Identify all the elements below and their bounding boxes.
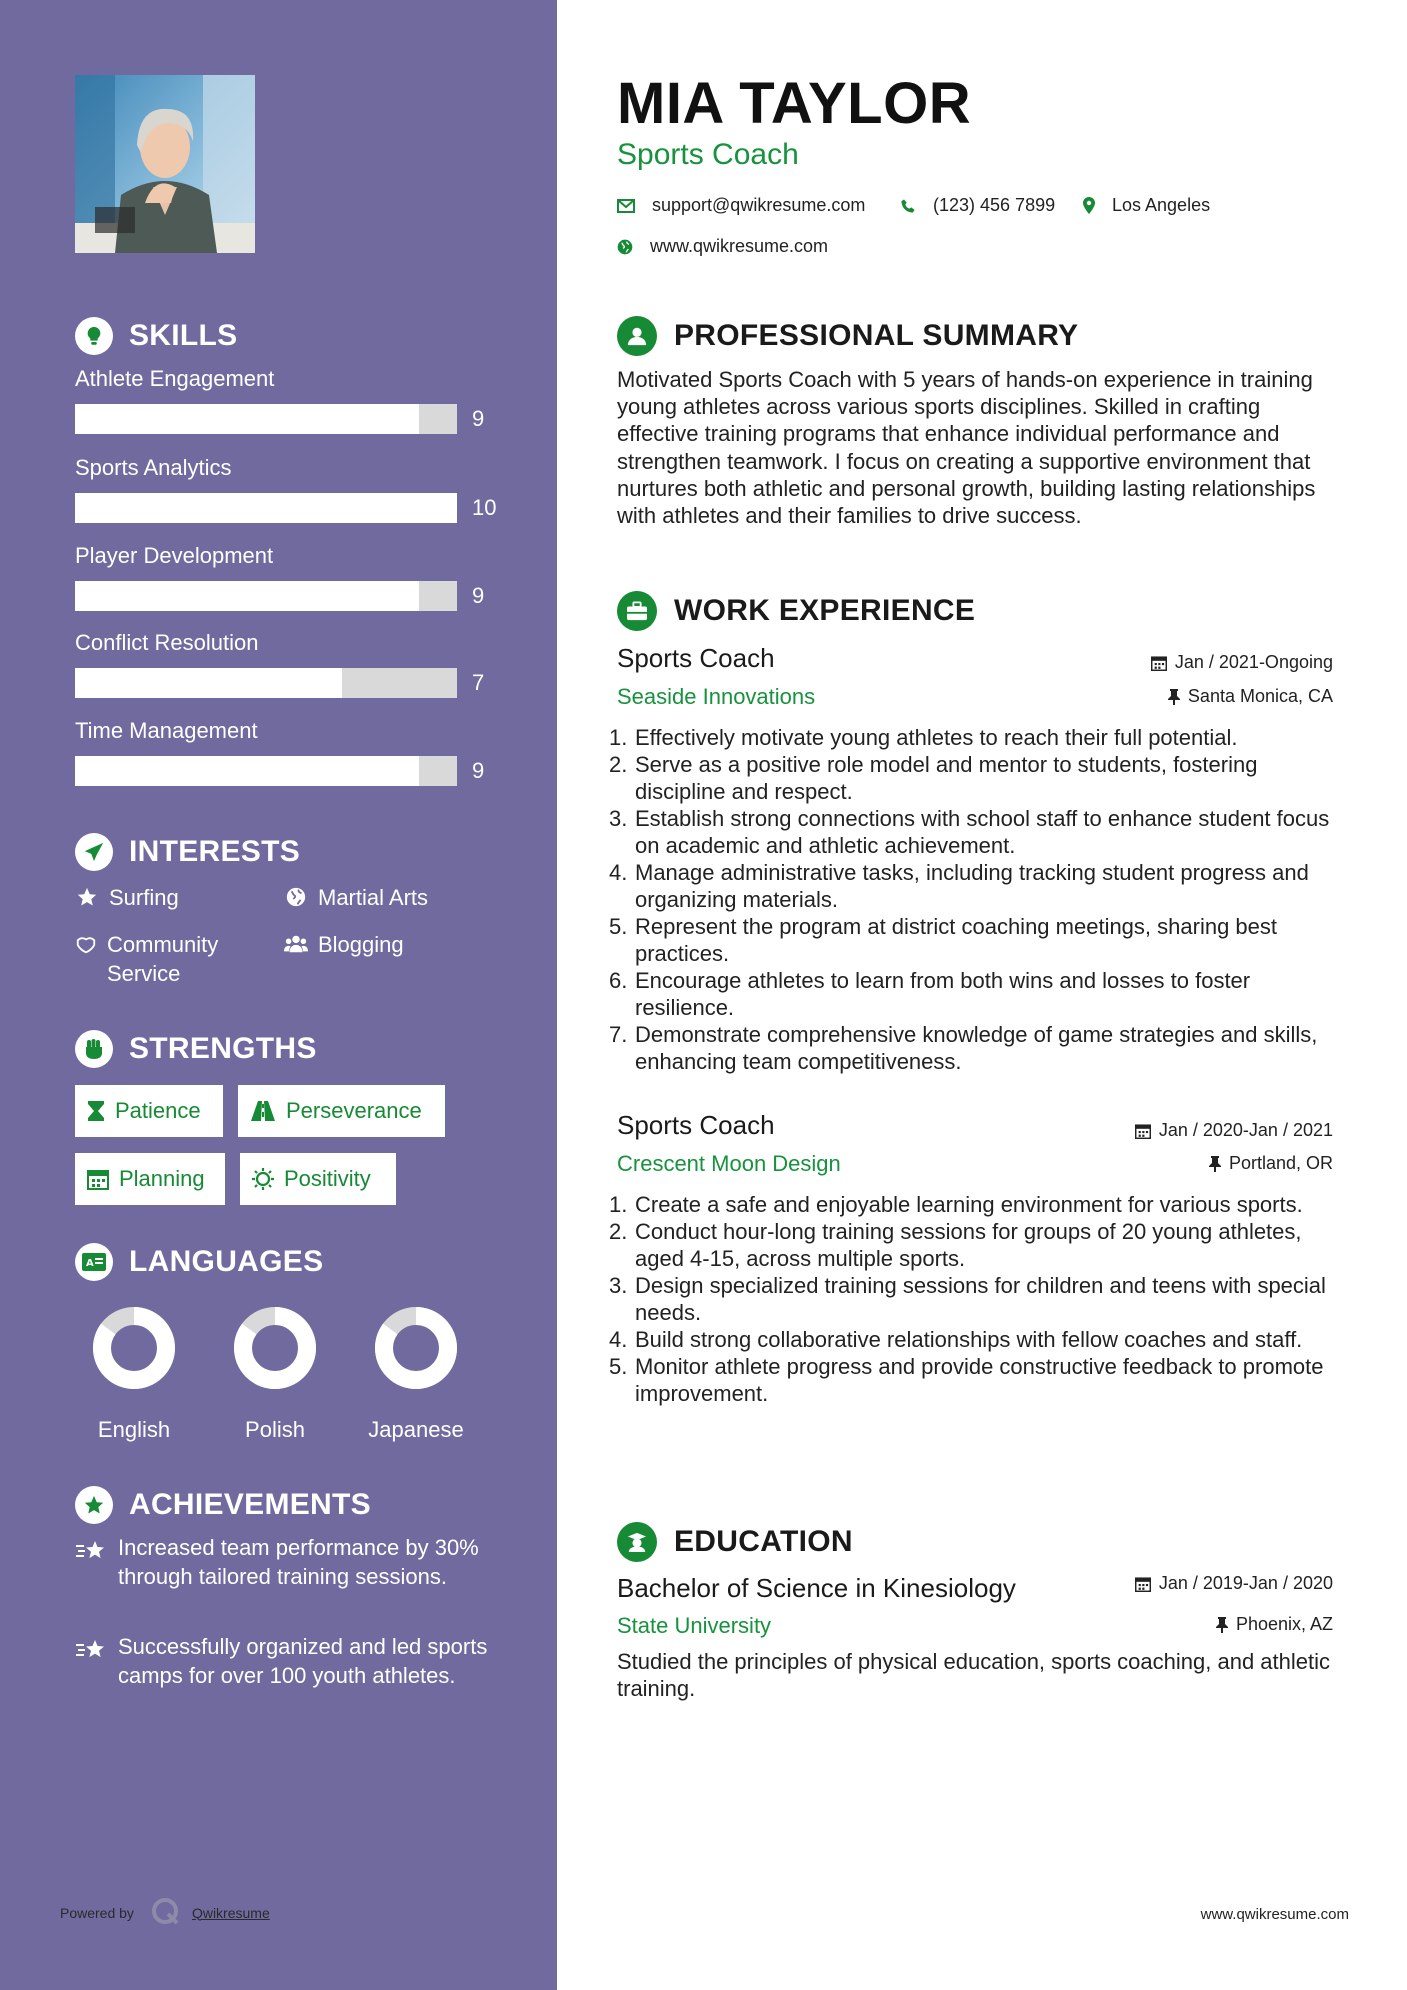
language-name: Polish [245, 1417, 305, 1442]
language-name: English [97, 1417, 171, 1442]
strengths-header [75, 1029, 317, 1069]
job-duties [609, 1191, 1349, 1407]
skill-value: 9 [472, 406, 485, 431]
globe-icon [284, 883, 308, 908]
education-title: EDUCATION [674, 1525, 853, 1558]
job-location [1168, 686, 1333, 707]
calendar-icon [1135, 1576, 1151, 1592]
strengths-title: STRENGTHS [129, 1032, 317, 1065]
strength-label: Positivity [284, 1166, 371, 1191]
svg-text:A: A [86, 1258, 94, 1269]
paper-plane-icon [75, 833, 113, 871]
job-location-text: Portland, OR [1228, 1153, 1333, 1173]
skill-name: Sports Analytics [75, 455, 232, 480]
skills-header [75, 316, 237, 356]
summary-text: Motivated Sports Coach with 5 years of hands-on experience in training young athletes across various sports disciplines. Skilled in crafting effective training programs that enhance individual performance and strengthen teamwork. I focus on creating a supportive environment that nurtures both athletic and personal growth, building lasting relationships with athletes and their families to drive success. [617, 367, 1316, 529]
envelope-icon [617, 199, 635, 213]
star-icon [75, 883, 99, 908]
phone-text: (123) 456 7899 [933, 195, 1056, 215]
language-donut [91, 1305, 177, 1391]
list-item: 1. Create a safe and enjoyable learning environment for various sports. [609, 1192, 1303, 1217]
skill-item [75, 630, 495, 695]
qwikresume-link[interactable]: Qwikresume [191, 1904, 270, 1921]
list-item: 5. Monitor athlete progress and provide constructive feedback to promote improvement. [609, 1354, 1324, 1406]
skill-bar-fill [75, 493, 457, 523]
achievement-text: Increased team performance by 30% through tailored training sessions. [118, 1535, 479, 1589]
user-icon [617, 316, 657, 356]
strength-label: Perseverance [286, 1098, 422, 1123]
list-item: 7. Demonstrate comprehensive knowledge of game strategies and skills, enhancing team competitiveness. [609, 1022, 1318, 1074]
interests-title: INTERESTS [129, 835, 301, 868]
location-text: Los Angeles [1112, 195, 1211, 215]
strength-label: Planning [119, 1166, 205, 1191]
interest-item [75, 883, 179, 912]
interest-item [284, 930, 404, 959]
fist-icon [75, 1030, 113, 1068]
list-item: 2. Serve as a positive role model and mentor to students, fostering discipline and respect. [609, 752, 1258, 804]
powered-by-label: Powered by [60, 1904, 134, 1921]
qwikresume-logo-icon [150, 1896, 180, 1929]
language-donut [373, 1305, 459, 1391]
job-company: Crescent Moon Design [617, 1151, 841, 1176]
achievement-item [75, 1633, 495, 1690]
lightbulb-icon [75, 317, 113, 355]
skill-bar [75, 493, 457, 523]
interests-header [75, 832, 300, 872]
job-title: Sports Coach [617, 1110, 775, 1140]
interest-item [75, 930, 255, 988]
list-item: 4. Build strong collaborative relationships with fellow coaches and staff. [609, 1327, 1303, 1352]
job-dates [1135, 1120, 1333, 1141]
language-name: Japanese [368, 1417, 464, 1442]
skill-bar-fill [75, 404, 419, 434]
website-text[interactable]: www.qwikresume.com [650, 236, 829, 256]
language-item [346, 1305, 486, 1443]
list-item: 1. Effectively motivate young athletes to reach their full potential. [609, 725, 1238, 750]
globe-icon [617, 239, 633, 255]
award-icon [75, 1486, 113, 1524]
language-item [205, 1305, 345, 1443]
achievements-header [75, 1485, 371, 1525]
powered-by [60, 1896, 270, 1929]
hourglass-icon [87, 1100, 105, 1122]
experience-title: WORK EXPERIENCE [674, 594, 976, 627]
skill-bar [75, 404, 457, 434]
interest-label: Martial Arts [318, 885, 429, 910]
pushpin-icon [1168, 689, 1180, 705]
education-header [617, 1522, 853, 1562]
achievement-text: Successfully organized and led sports camps for over 100 youth athletes. [118, 1634, 488, 1688]
phone-icon [900, 198, 916, 214]
calendar-icon [1135, 1123, 1151, 1139]
skill-bar-fill [75, 756, 419, 786]
job-location-text: Santa Monica, CA [1187, 686, 1333, 706]
email-text[interactable]: support@qwikresume.com [652, 195, 866, 215]
skill-bar-fill [75, 581, 419, 611]
skill-value: 7 [472, 670, 485, 695]
strength-badge [75, 1153, 225, 1205]
list-item: 6. Encourage athletes to learn from both wins and losses to foster resilience. [609, 968, 1251, 1020]
skill-value: 9 [472, 758, 485, 783]
language-item [64, 1305, 204, 1443]
strength-badge [240, 1153, 396, 1205]
interest-label: Community Service [107, 932, 219, 986]
skill-item [75, 455, 497, 520]
hand-icon [75, 930, 97, 955]
skill-value: 9 [472, 583, 485, 608]
interest-label: Blogging [318, 932, 404, 957]
list-item: 3. Establish strong connections with school staff to enhance student focus on academic and athletic achievement. [609, 806, 1330, 858]
language-icon [75, 1243, 113, 1281]
skill-item [75, 718, 495, 783]
contact-website [617, 236, 828, 257]
candidate-name: MIA TAYLOR [617, 71, 972, 136]
language-donut [232, 1305, 318, 1391]
strength-label: Patience [115, 1098, 201, 1123]
skill-bar-fill [75, 668, 342, 698]
calendar-icon [87, 1168, 109, 1190]
achievement-item [75, 1534, 495, 1591]
job-company: Seaside Innovations [617, 684, 816, 709]
languages-header [75, 1242, 323, 1282]
shooting-star-icon [75, 1633, 107, 1668]
candidate-role: Sports Coach [617, 138, 799, 171]
contact-email [617, 195, 865, 216]
job-dates-text: Jan / 2021-Ongoing [1174, 652, 1333, 672]
pushpin-icon [1216, 1617, 1228, 1633]
profile-photo [75, 75, 255, 253]
job-duties [609, 724, 1349, 1075]
summary-title: PROFESSIONAL SUMMARY [674, 319, 1079, 352]
skill-bar [75, 756, 457, 786]
road-icon [250, 1101, 276, 1121]
skill-name: Time Management [75, 718, 258, 743]
skill-name: Conflict Resolution [75, 630, 259, 655]
job-dates-text: Jan / 2020-Jan / 2021 [1158, 1120, 1333, 1140]
achievements-title: ACHIEVEMENTS [129, 1488, 371, 1521]
experience-header [617, 591, 975, 631]
skill-value: 10 [472, 495, 497, 520]
languages-title: LANGUAGES [129, 1245, 324, 1278]
interest-label: Surfing [109, 885, 179, 910]
contact-location [1083, 195, 1210, 216]
sidebar [0, 0, 557, 1990]
education-dates [1135, 1573, 1333, 1594]
calendar-icon [1151, 655, 1167, 671]
strength-badge [238, 1085, 445, 1137]
list-item: 2. Conduct hour-long training sessions for groups of 20 young athletes, aged 4-15, across multiple sports. [609, 1219, 1302, 1271]
job-title: Sports Coach [617, 643, 775, 673]
education-dates-text: Jan / 2019-Jan / 2020 [1158, 1573, 1333, 1593]
skill-bar [75, 581, 457, 611]
list-item: 4. Manage administrative tasks, including tracking student progress and organizing materials. [609, 860, 1309, 912]
skill-item [75, 366, 495, 431]
skills-title: SKILLS [129, 319, 238, 352]
contact-phone [900, 195, 1055, 216]
briefcase-icon [617, 591, 657, 631]
users-icon [284, 930, 308, 955]
skill-item [75, 543, 495, 608]
skill-name: Player Development [75, 543, 274, 568]
list-item: 5. Represent the program at district coaching meetings, sharing best practices. [609, 914, 1277, 966]
interest-item [284, 883, 428, 912]
sun-icon [252, 1168, 274, 1190]
education-location-text: Phoenix, AZ [1235, 1614, 1333, 1634]
job-dates [1151, 652, 1333, 673]
skill-bar [75, 668, 457, 698]
footer-website[interactable]: www.qwikresume.com [1200, 1906, 1349, 1923]
graduation-icon [617, 1522, 657, 1562]
education-description: Studied the principles of physical education, sports coaching, and athletic training. [617, 1649, 1330, 1701]
skill-name: Athlete Engagement [75, 366, 275, 391]
shooting-star-icon [75, 1534, 107, 1569]
summary-header [617, 316, 1078, 356]
list-item: 3. Design specialized training sessions for children and teens with special needs. [609, 1273, 1326, 1325]
strength-badge [75, 1085, 223, 1137]
education-school: State University [617, 1613, 772, 1638]
map-pin-icon [1083, 197, 1095, 214]
education-location [1216, 1614, 1333, 1635]
job-location [1209, 1153, 1333, 1174]
education-degree: Bachelor of Science in Kinesiology [617, 1573, 1016, 1603]
pushpin-icon [1209, 1156, 1221, 1172]
